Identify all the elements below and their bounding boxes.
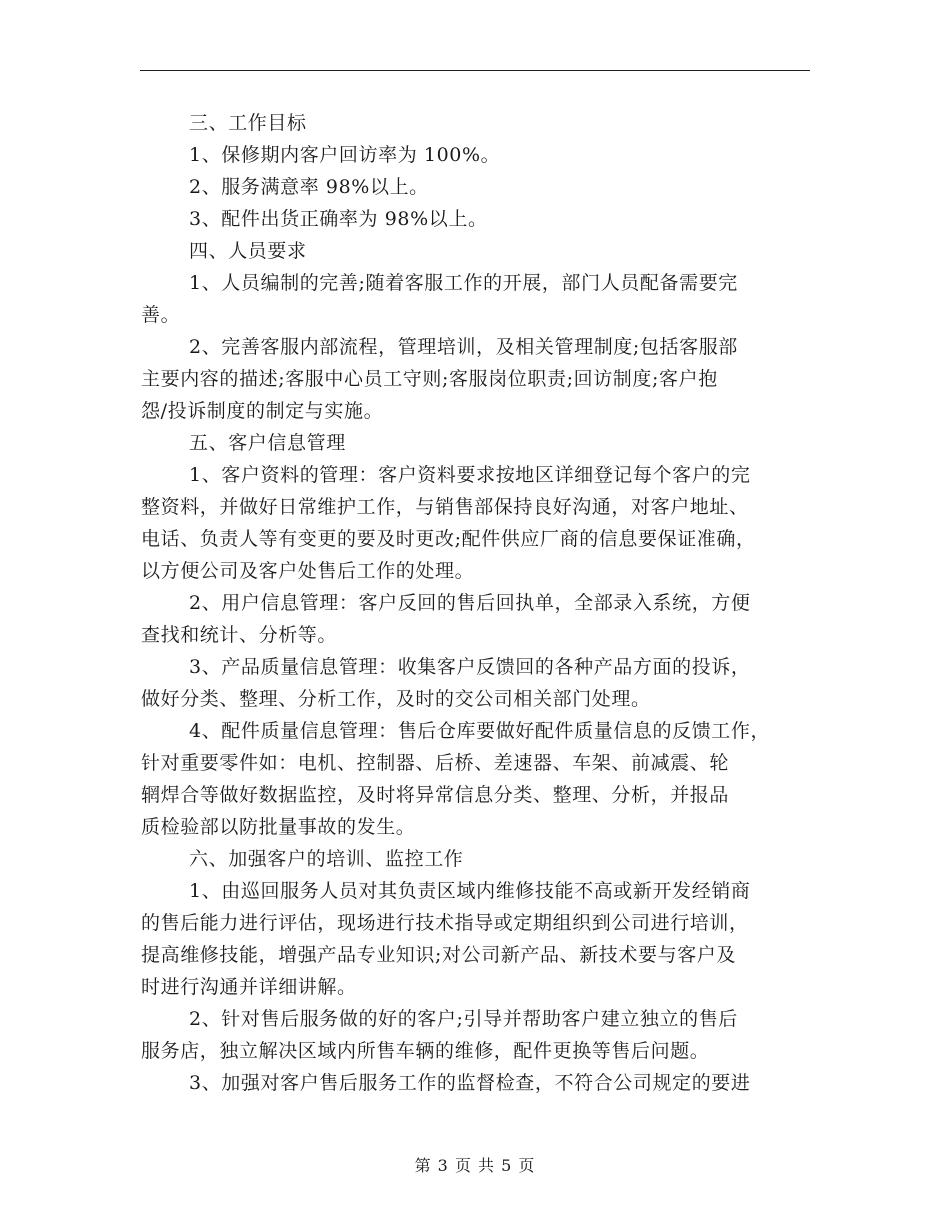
text-line: 服务店，独立解决区域内所售车辆的维修，配件更换等售后问题。 xyxy=(141,1040,710,1062)
text-line: 五、客户信息管理 xyxy=(189,432,346,454)
text-line: 2、用户信息管理：客户反回的售后回执单，全部录入系统，方便 xyxy=(189,592,751,614)
text-line: 1、人员编制的完善;随着客服工作的开展，部门人员配备需要完 xyxy=(189,272,738,294)
text-line: 针对重要零件如：电机、控制器、后桥、差速器、车架、前减震、轮 xyxy=(141,752,730,774)
text-line: 做好分类、整理、分析工作，及时的交公司相关部门处理。 xyxy=(141,688,651,710)
text-line: 三、工作目标 xyxy=(189,112,307,134)
text-line: 3、加强对客户售后服务工作的监督检查，不符合公司规定的要进 xyxy=(189,1072,751,1094)
text-line: 整资料，并做好日常维护工作，与销售部保持良好沟通，对客户地址、 xyxy=(141,496,749,518)
page-footer: 第 3 页 共 5 页 xyxy=(414,1156,536,1175)
text-line: 查找和统计、分析等。 xyxy=(141,624,338,646)
text-line: 2、针对售后服务做的好的客户;引导并帮助客户建立独立的售后 xyxy=(189,1008,738,1030)
text-line: 时进行沟通并详细讲解。 xyxy=(141,976,357,998)
text-line: 3、产品质量信息管理：收集客户反馈回的各种产品方面的投诉， xyxy=(189,656,751,678)
header-rule xyxy=(140,70,810,71)
text-line: 提高维修技能，增强产品专业知识;对公司新产品、新技术要与客户及 xyxy=(141,944,737,966)
text-line: 的售后能力进行评估，现场进行技术指导或定期组织到公司进行培训， xyxy=(141,912,749,934)
text-line: 善。 xyxy=(141,304,181,326)
text-line: 以方便公司及客户处售后工作的处理。 xyxy=(141,560,475,582)
text-line: 质检验部以防批量事故的发生。 xyxy=(141,816,416,838)
document-body xyxy=(141,107,813,1099)
text-line: 主要内容的描述;客服中心员工守则;客服岗位职责;回访制度;客户抱 xyxy=(141,368,718,390)
text-line: 4、配件质量信息管理：售后仓库要做好配件质量信息的反馈工作， xyxy=(189,720,771,742)
text-line: 1、客户资料的管理：客户资料要求按地区详细登记每个客户的完 xyxy=(189,464,751,486)
text-line: 辋焊合等做好数据监控，及时将异常信息分类、整理、分析，并报品 xyxy=(141,784,730,806)
text-line: 六、加强客户的培训、监控工作 xyxy=(189,848,464,870)
text-line: 四、人员要求 xyxy=(189,240,307,262)
text-line: 1、保修期内客户回访率为 100%。 xyxy=(189,144,501,166)
text-line: 2、完善客服内部流程，管理培训，及相关管理制度;包括客服部 xyxy=(189,336,738,358)
text-line: 1、由巡回服务人员对其负责区域内维修技能不高或新开发经销商 xyxy=(189,880,751,902)
text-line: 2、服务满意率 98%以上。 xyxy=(189,176,429,198)
text-line: 电话、负责人等有变更的要及时更改;配件供应厂商的信息要保证准确， xyxy=(141,528,756,550)
text-line: 3、配件出货正确率为 98%以上。 xyxy=(189,208,488,230)
text-line: 怨/投诉制度的制定与实施。 xyxy=(141,400,384,422)
